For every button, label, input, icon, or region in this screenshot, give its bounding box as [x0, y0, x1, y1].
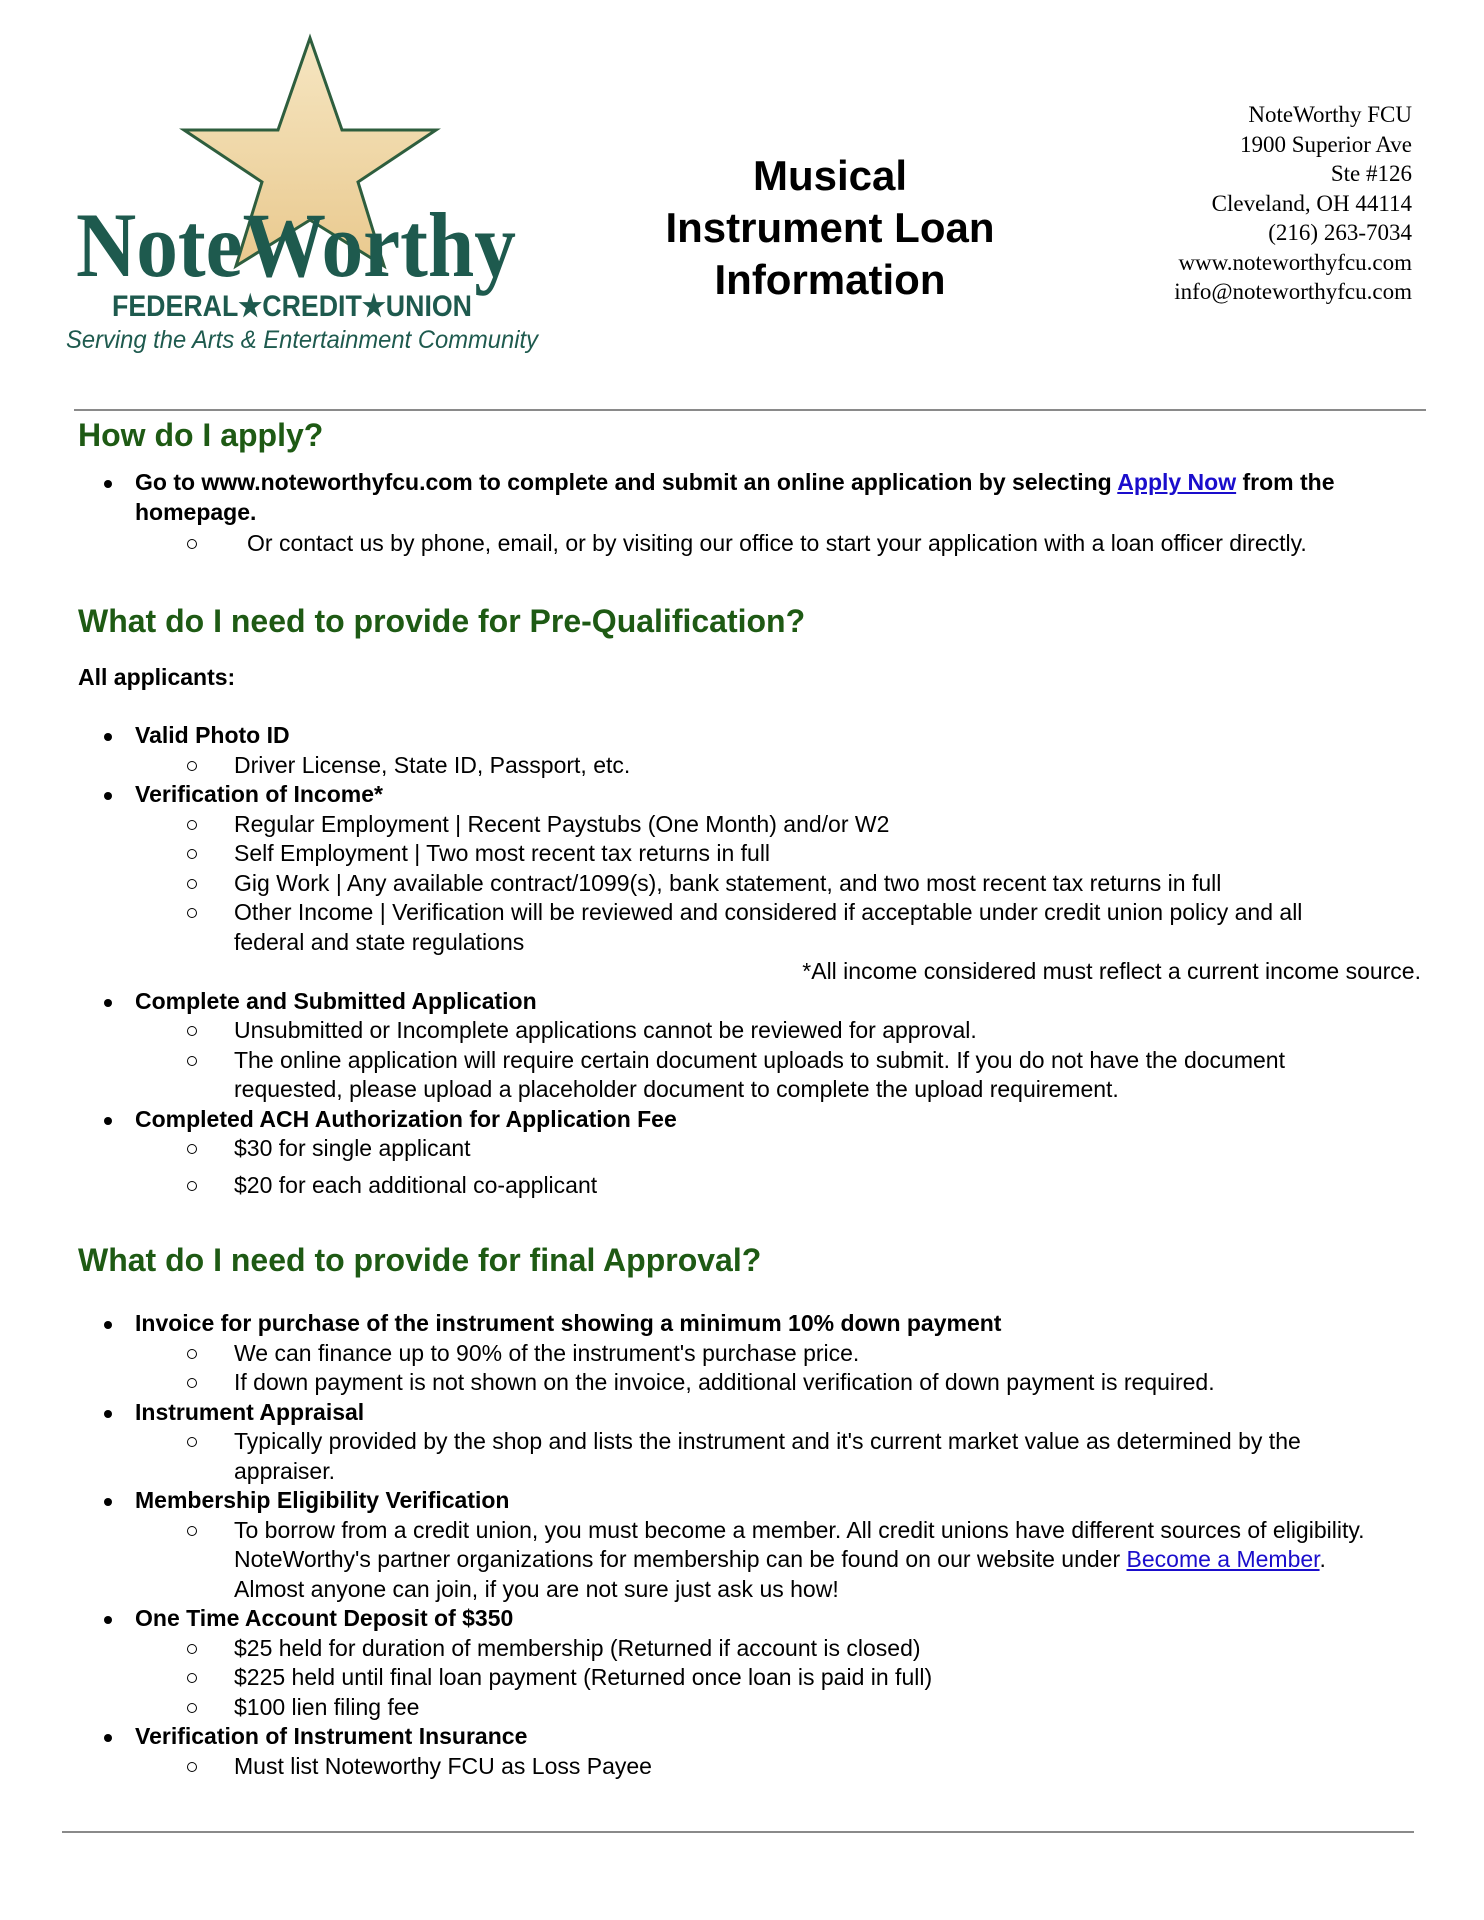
photo-id-label: Valid Photo ID — [135, 722, 290, 748]
ach-sub-1: $20 for each additional co-applicant — [135, 1171, 1423, 1201]
list-item-income — [78, 780, 1423, 957]
title-line-1: Musical — [752, 152, 908, 199]
income-sublist — [135, 810, 1423, 958]
heading-prequalification: What do I need to provide for Pre-Qualification? — [78, 602, 806, 639]
noteworthy-logo — [66, 30, 556, 360]
income-sub-0: Regular Employment | Recent Paystubs (One Month) and/or W2 — [135, 810, 1423, 840]
income-sub-3: Other Income | Verification will be reviewed and considered if acceptable under credit union policy and all federal and state regulations — [135, 898, 1423, 957]
list-item-insurance — [78, 1722, 1423, 1781]
membership-sub-text: To borrow from a credit union, you must become a member. All credit unions have different sources of eligibility. NoteWorthy's partner organizations for membership can be found on our website under — [234, 1516, 1365, 1572]
list-item-membership — [78, 1486, 1423, 1604]
title-line-3: Information — [714, 256, 946, 303]
list-item-deposit — [78, 1604, 1423, 1722]
heading-final-approval: What do I need to provide for final Approval? — [78, 1242, 762, 1278]
apply-item — [78, 468, 1423, 559]
become-a-member-link[interactable]: Become a Member — [1126, 1546, 1320, 1572]
photo-id-sublist — [135, 751, 1423, 781]
apply-now-link[interactable]: Apply Now — [1117, 469, 1237, 495]
org-name: NoteWorthy FCU — [1248, 102, 1412, 127]
application-label: Complete and Submitted Application — [135, 987, 537, 1014]
insurance-sublist — [135, 1752, 1423, 1782]
logo-subtitle: FEDERAL★CREDIT★UNION — [112, 290, 472, 323]
insurance-sub-0: Must list Noteworthy FCU as Loss Payee — [135, 1752, 1423, 1782]
deposit-sublist — [135, 1634, 1423, 1723]
suite-number: Ste #126 — [1330, 161, 1412, 186]
deposit-sub-1: $225 held until final loan payment (Returned once loan is paid in full) — [135, 1663, 1423, 1693]
logo-tagline: Serving the Arts & Entertainment Community — [66, 326, 540, 354]
application-sublist — [135, 1016, 1423, 1105]
application-sub-1: The online application will require certain document uploads to submit. If you do not have the document requested, please upload a placeholder document to complete the upload requirement. — [135, 1046, 1423, 1105]
all-applicants-label: All applicants: — [78, 663, 236, 690]
invoice-sub-0: We can finance up to 90% of the instrument's purchase price. — [135, 1339, 1423, 1369]
apply-item-text: Go to www.noteworthyfcu.com to complete and submit an online application by selecting — [135, 469, 1118, 495]
deposit-label: One Time Account Deposit of $350 — [135, 1605, 514, 1631]
income-sub-2: Gig Work | Any available contract/1099(s), bank statement, and two most recent tax returns in full — [135, 869, 1423, 899]
appraisal-label: Instrument Appraisal — [135, 1398, 365, 1425]
appraisal-sub-0: Typically provided by the shop and lists the instrument and it's current market value as determined by the appraiser. — [135, 1427, 1423, 1486]
invoice-label: Invoice for purchase of the instrument showing a minimum 10% down payment — [135, 1310, 1002, 1336]
invoice-sublist — [135, 1339, 1423, 1398]
heading-how-to-apply: How do I apply? — [78, 417, 324, 453]
income-note: *All income considered must reflect a current income source. — [802, 958, 1421, 984]
list-item-ach — [78, 1105, 1423, 1201]
membership-sublist — [135, 1516, 1423, 1605]
apply-list — [78, 468, 1423, 559]
list-item-application — [78, 987, 1423, 1105]
final-list — [78, 1309, 1423, 1781]
street-address: 1900 Superior Ave — [1239, 131, 1412, 157]
title-line-2: Instrument Loan — [665, 204, 995, 251]
document-title — [630, 150, 1030, 306]
invoice-sub-1: If down payment is not shown on the invoice, additional verification of down payment is required. — [135, 1368, 1423, 1398]
deposit-sub-0: $25 held for duration of membership (Returned if account is closed) — [135, 1634, 1423, 1664]
website: www.noteworthyfcu.com — [1178, 249, 1412, 275]
list-item-appraisal — [78, 1398, 1423, 1487]
apply-sub-item: Or contact us by phone, email, or by visiting our office to start your application with a loan officer directly. — [135, 529, 1423, 559]
logo-graphic — [66, 30, 556, 360]
deposit-sub-2: $100 lien filing fee — [135, 1693, 1423, 1723]
phone-number: (216) 263-7034 — [1268, 220, 1412, 245]
apply-sublist — [135, 529, 1423, 559]
ach-sublist — [135, 1134, 1423, 1200]
list-item-invoice — [78, 1309, 1423, 1398]
prequal-list — [78, 721, 1423, 957]
application-sub-0: Unsubmitted or Incomplete applications cannot be reviewed for approval. — [135, 1016, 1423, 1046]
insurance-label: Verification of Instrument Insurance — [135, 1723, 528, 1749]
income-sub-1: Self Employment | Two most recent tax returns in full — [135, 839, 1423, 869]
main-content — [78, 410, 1423, 1781]
photo-id-sub-0: Driver License, State ID, Passport, etc. — [135, 751, 1423, 781]
email-address: info@noteworthyfcu.com — [1174, 279, 1412, 304]
ach-sub-0: $30 for single applicant — [135, 1134, 1423, 1164]
bottom-divider — [62, 1831, 1414, 1833]
income-label: Verification of Income* — [135, 781, 383, 807]
membership-label: Membership Eligibility Verification — [135, 1487, 510, 1513]
membership-sub-tail: . Almost anyone can join, if you are not sure just ask us how! — [234, 1546, 1326, 1602]
city-state-zip: Cleveland, OH 44114 — [1211, 190, 1412, 216]
apply-item-tail: from the homepage. — [135, 469, 1335, 525]
logo-name: NoteWorthy — [76, 194, 516, 296]
membership-sub-0 — [135, 1516, 1423, 1605]
list-item-photo-id — [78, 721, 1423, 780]
address-block — [1174, 100, 1412, 307]
ach-label: Completed ACH Authorization for Application Fee — [135, 1105, 677, 1132]
appraisal-sublist — [135, 1427, 1423, 1486]
prequal-list-continued — [78, 987, 1423, 1201]
